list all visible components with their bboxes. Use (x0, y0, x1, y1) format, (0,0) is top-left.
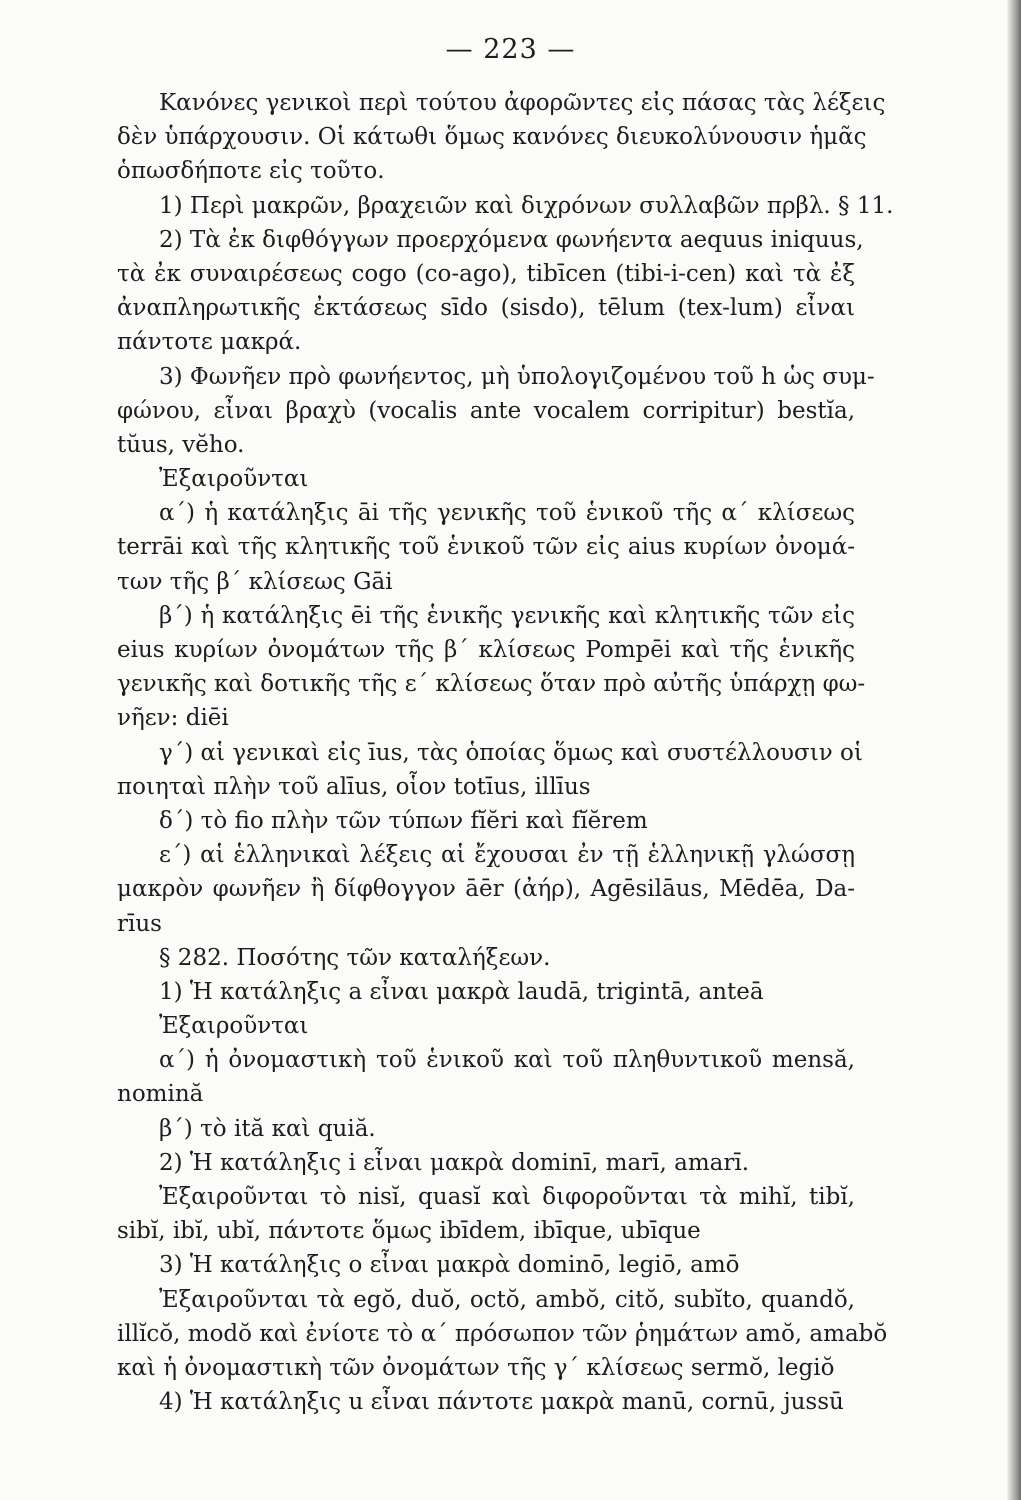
text-line: 1) Ἡ κατάληξις a εἶναι μακρὰ laudā, trigintā, anteā (159, 978, 764, 1005)
text-line: Ἐξαιροῦνται τὰ egŏ, duŏ, octŏ, ambŏ, citŏ, subĭto, quandŏ, (159, 1286, 855, 1313)
text-line: § 282. Ποσότης τῶν καταλήξεων. (159, 944, 551, 971)
text-line: δ΄) τὸ fio πλὴν τῶν τύπων fĭĕri καὶ fĭĕrem (159, 807, 648, 834)
text-line: α΄) ἡ ὀνομαστικὴ τοῦ ἑνικοῦ καὶ τοῦ πληθυντικοῦ mensă, (159, 1047, 855, 1074)
scan-edge-shadow (1007, 0, 1021, 1500)
body-text (117, 86, 894, 1419)
text-line: τὰ ἐκ συναιρέσεως cogo (co-ago), tibīcen (tibi-i-cen) καὶ τὰ ἐξ (117, 260, 855, 287)
text-line: ἀναπληρωτικῆς ἐκτάσεως sīdo (sisdo), tēlum (tex-lum) εἶναι (117, 295, 855, 322)
text-line: γ΄) αἱ γενικαὶ εἰς īus, τὰς ὁποίας ὅμως καὶ συστέλλουσιν οἱ (159, 739, 863, 766)
text-line: 2) Ἡ κατάληξις i εἶναι μακρὰ dominī, marī, amarī. (159, 1149, 750, 1176)
page-number: — 223 — (445, 34, 576, 65)
text-line: eius κυρίων ὀνομάτων τῆς β΄ κλίσεως Pompēi καὶ τῆς ἑνικῆς (117, 637, 855, 663)
text-line: των τῆς β΄ κλίσεως Gāi (117, 568, 393, 595)
text-line: ποιηταὶ πλὴν τοῦ alīus, οἷον totīus, illīus (117, 773, 591, 800)
text-line: Ἐξαιροῦνται (159, 1013, 309, 1040)
text-line: 3) Φωνῆεν πρὸ φωνήεντος, μὴ ὑπολογιζομένου τοῦ h ὡς συμ- (159, 363, 875, 390)
text-line: α΄) ἡ κατάληξις āi τῆς γενικῆς τοῦ ἑνικοῦ τῆς α΄ κλίσεως (159, 500, 855, 527)
text-line: νῆεν: diēi (117, 705, 229, 732)
text-line: nomină (117, 1081, 204, 1108)
text-line: tŭus, vĕho. (117, 431, 245, 458)
text-line: 1) Περὶ μακρῶν, βραχειῶν καὶ διχρόνων συλλαβῶν πρβλ. § 11. (159, 192, 894, 219)
text-line: Ἐξαιροῦνται τὸ nisĭ, quasĭ καὶ διφοροῦνται τὰ mihĭ, tibĭ, (159, 1184, 855, 1210)
text-line: καὶ ἡ ὀνομαστικὴ τῶν ὀνομάτων τῆς γ΄ κλίσεως sermŏ, legiŏ (117, 1354, 835, 1381)
text-line: β΄) ἡ κατάληξις ēi τῆς ἑνικῆς γενικῆς καὶ κλητικῆς τῶν εἰς (159, 602, 855, 629)
text-line: 2) Τὰ ἐκ διφθόγγων προερχόμενα φωνήεντα aequus iniquus, (159, 226, 864, 253)
text-line: 4) Ἡ κατάληξις u εἶναι πάντοτε μακρὰ manū, cornū, jussū (159, 1389, 844, 1416)
text-line: Ἐξαιροῦνται (159, 466, 309, 493)
text-line: ὁπωσδήποτε εἰς τοῦτο. (117, 158, 385, 185)
text-line: illĭcŏ, modŏ καὶ ἐνίοτε τὸ α΄ πρόσωπον τῶν ῥημάτων amŏ, amabŏ (117, 1320, 888, 1347)
text-line: πάντοτε μακρά. (117, 329, 302, 356)
text-line: 3) Ἡ κατάληξις o εἶναι μακρὰ dominō, legiō, amō (159, 1252, 740, 1279)
text-line: rīus (117, 910, 162, 937)
text-line: Κανόνες γενικοὶ περὶ τούτου ἀφορῶντες εἰς πάσας τὰς λέξεις (159, 90, 886, 116)
text-line: μακρὸν φωνῆεν ἢ δίφθογγον āēr (ἀήρ), Agēsilāus, Mēdēa, Da- (117, 876, 855, 903)
text-line: terrāi καὶ τῆς κλητικῆς τοῦ ἑνικοῦ τῶν εἰς aius κυρίων ὀνομά- (117, 534, 855, 561)
text-line: γενικῆς καὶ δοτικῆς τῆς ε΄ κλίσεως ὅταν πρὸ αὐτῆς ὑπάρχῃ φω- (117, 671, 866, 698)
text-line: φώνου, εἶναι βραχὺ (vocalis ante vocalem corripitur) bestĭa, (117, 397, 855, 424)
text-line: ε΄) αἱ ἑλληνικαὶ λέξεις αἱ ἔχουσαι ἐν τῇ ἑλληνικῇ γλώσσῃ (159, 842, 855, 869)
text-line: β΄) τὸ ită καὶ quiă. (159, 1115, 376, 1142)
text-line: sibĭ, ibĭ, ubĭ, πάντοτε ὅμως ibīdem, ibīque, ubīque (117, 1218, 701, 1245)
text-line: δὲν ὑπάρχουσιν. Οἱ κάτωθι ὅμως κανόνες διευκολύνουσιν ἡμᾶς (117, 124, 867, 151)
